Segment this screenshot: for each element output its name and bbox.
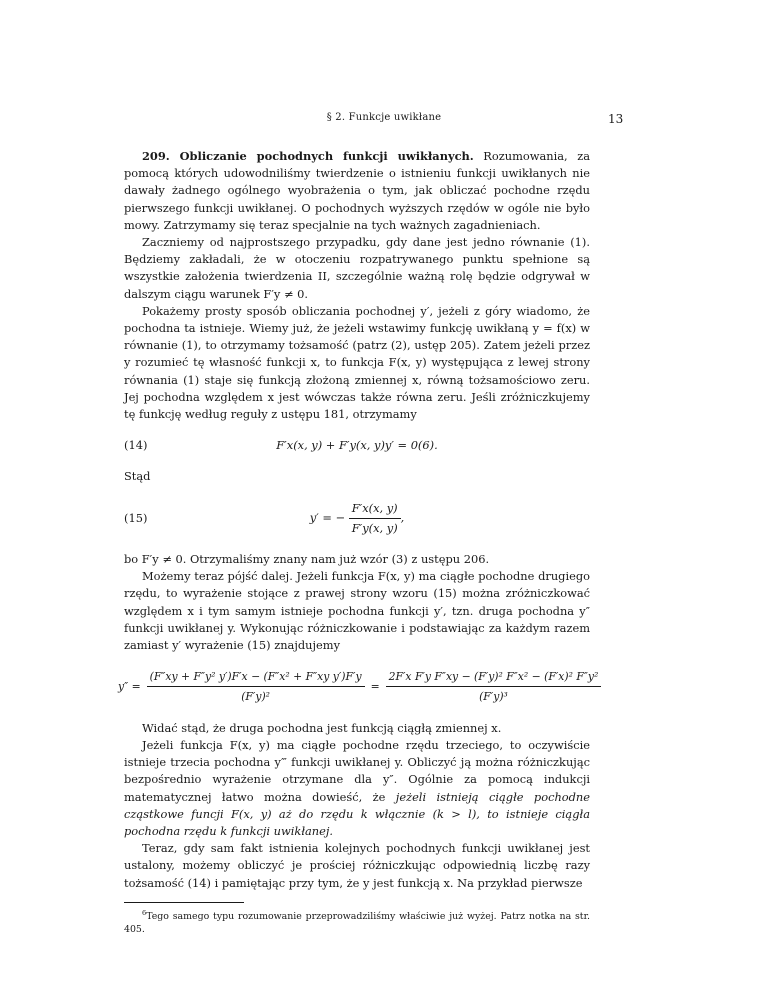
footnote-rule	[124, 902, 244, 903]
equation-16-fraction-2	[386, 668, 602, 705]
footnote-mark: 6	[142, 908, 147, 917]
equation-16-numerator-1: (F″xy + F″y² y′)F′x − (F″x² + F″xy y′)F′y	[147, 668, 365, 687]
equation-number-15: (15)	[124, 510, 148, 525]
paragraph-1	[124, 148, 590, 234]
paragraph-5: Możemy teraz pójść dalej. Jeżeli funkcja F(x, y) ma ciągłe pochodne drugiego rzędu, to wyrażenie stojące z prawej strony wzoru (15) można zróżniczkować względem x i tym samym istnieje pochodna funkcji y′, tzn. druga pochodna y″ funkcji uwikłanej y. Wykonując różniczkowanie i podstawiając za każdym razem zamiast y′ wyrażenie (15) znajdujemy	[124, 569, 590, 653]
equation-15-lhs: y′ = −	[309, 510, 346, 525]
equation-14-body: F′x(x, y) + F′y(x, y)y′ = 0(6).	[276, 438, 438, 453]
equation-number-14: (14)	[124, 438, 148, 453]
equation-15-numerator: F′x(x, y)	[349, 500, 401, 519]
equation-15	[124, 500, 590, 537]
equation-16-denominator-1: (F′y)²	[241, 690, 270, 704]
equation-15-body	[184, 500, 530, 537]
equation-16-numerator-2: 2F′x F′y F″xy − (F′y)² F″x² − (F′x)² F″y²	[386, 668, 602, 687]
equation-15-fraction	[349, 500, 401, 537]
equation-16-denominator-2: (F′y)³	[479, 690, 508, 704]
equation-second-derivative	[118, 668, 618, 705]
paragraph-7-text: Jeżeli funkcja F(x, y) ma ciągłe pochodne rzędu trzeciego, to oczywiście istnieje trzecia pochodna y‴ funkcji uwikłanej y. Obliczyć ją można różniczkując bezpośrednio wyrażenie otrzymane dla y″. Ogólnie za pomocą indukcji matematycznej łatwo można dowieść, że	[124, 737, 590, 804]
paragraph-2: Zaczniemy od najprostszego przypadku, gdy dane jest jedno równanie (1). Będziemy zakładali, że w otoczeniu rozpatrywanego punktu spełnione są wszystkie założenia twierdzenia II, szczególnie ważną rolę będzie odgrywał w dalszym ciągu warunek F′y ≠ 0.	[124, 235, 590, 301]
paragraph-3: Pokażemy prosty sposób obliczania pochodnej y′, jeżeli z góry wiadomo, że pochodna ta istnieje. Wiemy już, że jeżeli wstawimy funkcję uwikłaną y = f(x) w równanie (1), to otrzymamy tożsamość (patrz (2), ustęp 205). Zatem jeżeli przez y rozumieć tę własność funkcji x, to funkcja F(x, y) występująca z lewej strony równania (1) staje się funkcją złożoną zmiennej x, równą tożsamościowo zeru. Jej pochodna względem x jest wówczas także równa zeru. Jeśli zróżniczkujemy tę funkcję według reguły z ustępu 181, otrzymamy	[124, 303, 590, 422]
stad-text: Stąd	[124, 469, 151, 484]
equation-16-fraction-1	[147, 668, 365, 705]
paragraph-8: Teraz, gdy sam fakt istnienia kolejnych pochodnych funkcji uwikłanej jest ustalony, możemy obliczyć je prościej różniczkując odpowiednią liczbę razy tożsamość (14) i pamiętając przy tym, że y jest funkcją x. Na przykład pierwsze	[124, 841, 590, 890]
equation-16-lhs: y″ =	[118, 680, 141, 694]
paragraph-7	[124, 737, 590, 840]
theorem-statement: jeżeli istnieją ciągłe pochodne cząstkowe funcji F(x, y) aż do rzędu k włącznie (k > l), to istnieje ciągła pochodna rzędu k funkcji uwikłanej.	[124, 789, 591, 838]
equation-16-equals: =	[370, 680, 380, 694]
footnote-text: Tego samego typu rozumowanie przeprowadziliśmy właściwie już wyżej. Patrz notka na str. 405.	[124, 910, 590, 935]
running-head: § 2. Funkcje uwikłane	[326, 112, 442, 123]
paragraph-6: Widać stąd, że druga pochodna jest funkcją ciągłą zmiennej x.	[142, 720, 502, 735]
equation-15-denominator: F′y(x, y)	[351, 520, 398, 535]
equation-14	[124, 437, 590, 454]
equation-15-tail: ,	[400, 510, 405, 525]
paragraph-1-text: Rozumowania, za pomocą których udowodniliśmy twierdzenie o istnieniu funkcji uwikłanych nie dawały żadnego ogólnego wyobrażenia o tym, jak obliczać pochodne rzędu pierwszego funkcji uwikłanej. O pochodnych wyższych rzędów w ogóle nie było mowy. Zatrzymamy się teraz specjalnie na tych ważnych zagadnieniach.	[124, 149, 590, 232]
section-title: 209. Obliczanie pochodnych funkcji uwikłanych.	[142, 149, 474, 163]
page-number: 13	[608, 112, 624, 126]
footnote	[124, 907, 590, 936]
paragraph-4: bo F′y ≠ 0. Otrzymaliśmy znany nam już wzór (3) z ustępu 206.	[124, 552, 490, 567]
body-text	[118, 148, 599, 936]
